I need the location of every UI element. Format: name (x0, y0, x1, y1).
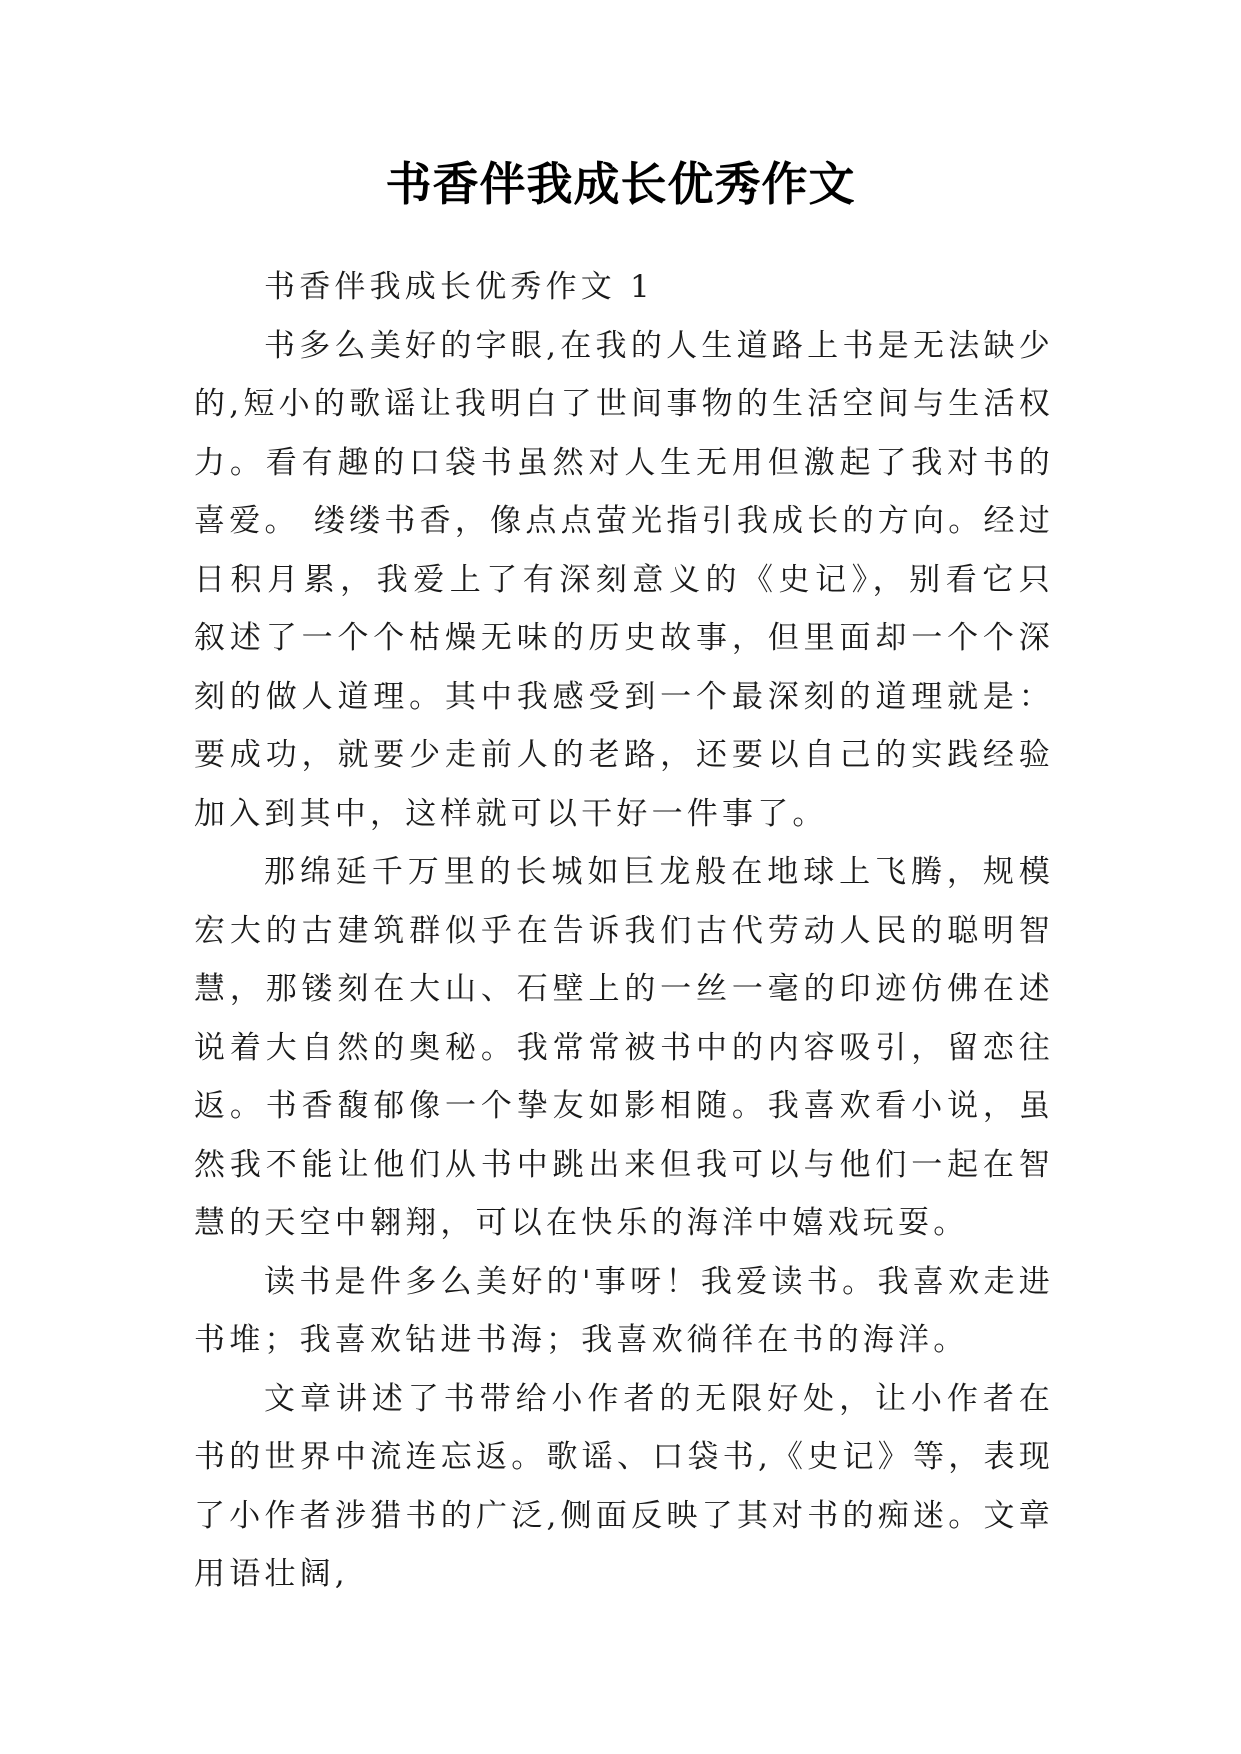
paragraph: 文章讲述了书带给小作者的无限好处，让小作者在书的世界中流连忘返。歌谣、口袋书,《史记》等，表现了小作者涉猎书的广泛,侧面反映了其对书的痴迷。文章用语壮阔, (194, 1380, 1054, 1592)
paragraph: 读书是件多么美好的'事呀！我爱读书。我喜欢走进书堆；我喜欢钻进书海；我喜欢徜徉在书的海洋。 (194, 1263, 1054, 1358)
document-title: 书香伴我成长优秀作文 (385, 157, 856, 211)
document-body (194, 258, 1054, 1604)
paragraph-heading: 书香伴我成长优秀作文 1 (264, 269, 654, 305)
paragraph: 书多么美好的字眼,在我的人生道路上书是无法缺少的,短小的歌谣让我明白了世间事物的生活空间与生活权力。看有趣的口袋书虽然对人生无用但激起了我对书的喜爱。 缕缕书香，像点点萤光指引我成长的方向。经过日积月累，我爱上了有深刻意义的《史记》，别看它只叙述了一个个枯燥无味的历史故事，但里面却一个个深刻的做人道理。其中我感受到一个最深刻的道理就是：要成功，就要少走前人的老路，还要以自己的实践经验加入到其中，这样就可以干好一件事了。 (194, 327, 1054, 832)
paragraph: 那绵延千万里的长城如巨龙般在地球上飞腾，规模宏大的古建筑群似乎在告诉我们古代劳动人民的聪明智慧，那镂刻在大山、石壁上的一丝一毫的印迹仿佛在述说着大自然的奥秘。我常常被书中的内容吸引，留恋往返。书香馥郁像一个挚友如影相随。我喜欢看小说，虽然我不能让他们从书中跳出来但我可以与他们一起在智慧的天空中翱翔，可以在快乐的海洋中嬉戏玩耍。 (194, 854, 1054, 1241)
